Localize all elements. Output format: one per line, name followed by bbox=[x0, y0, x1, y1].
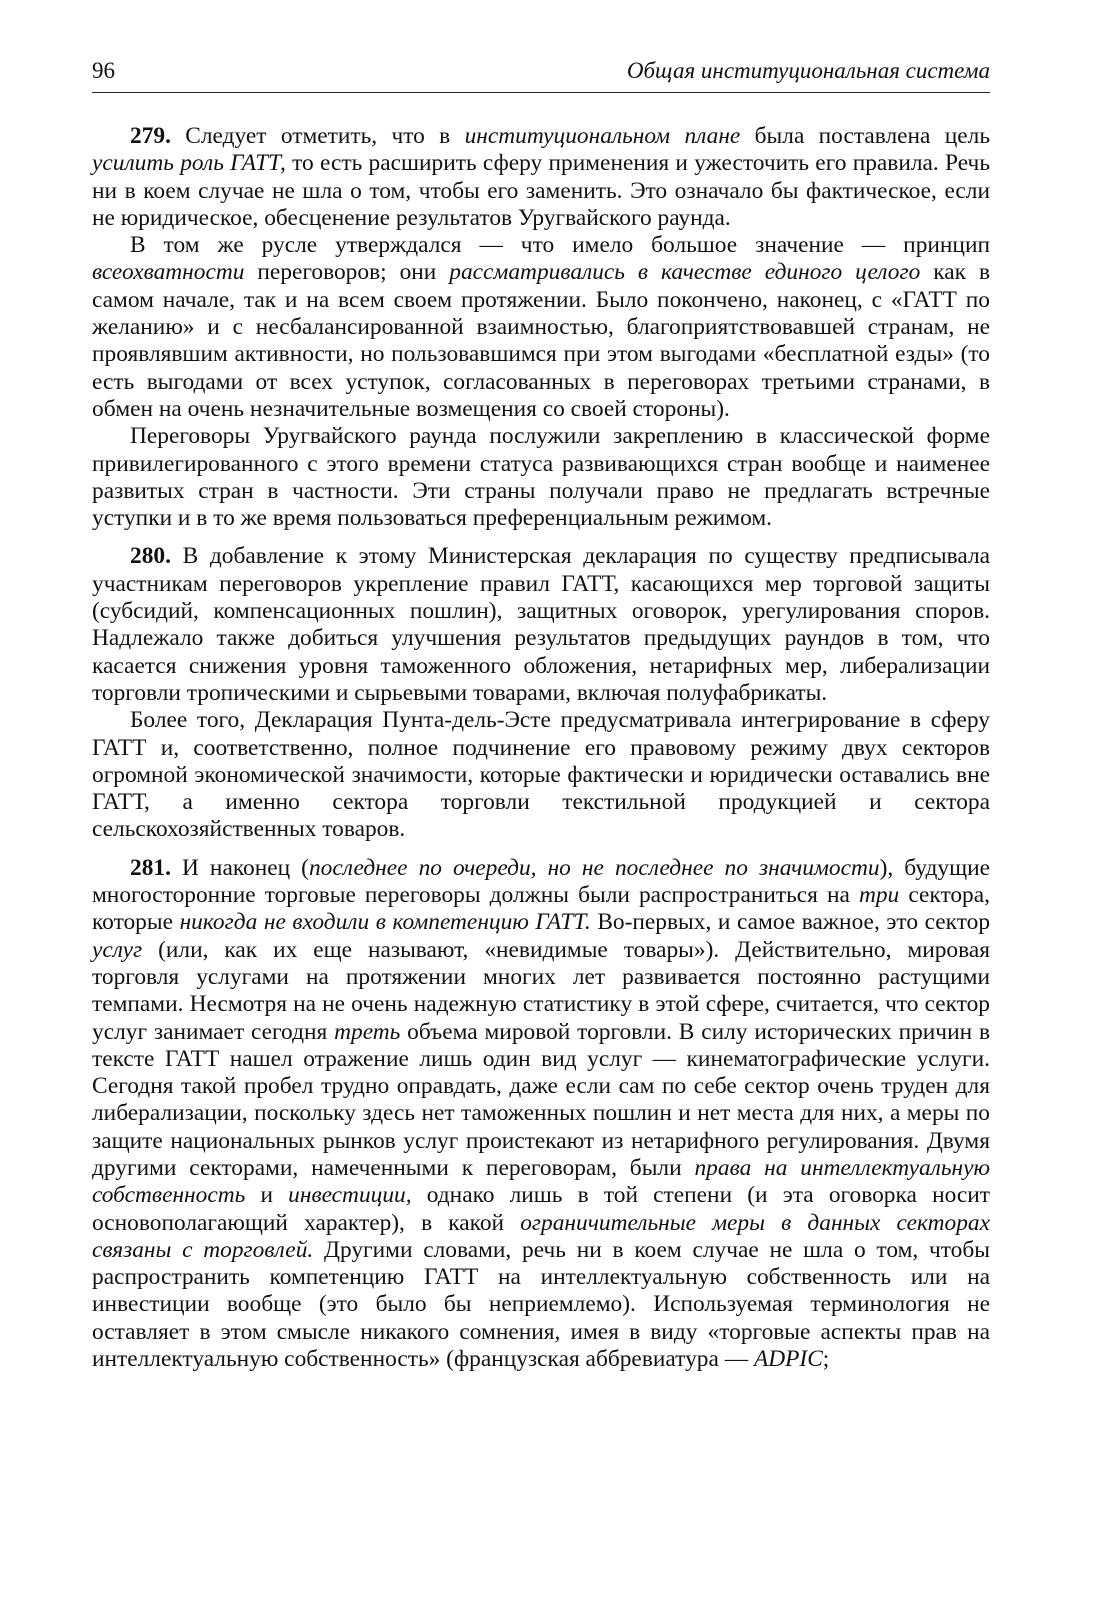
text-run: В добавление к этому Министерская декларация по существу предписывала участникам переговоров укрепление правил ГАТТ, касающихся мер торговой защиты (субсидий, компенсационных пошлин), защитных оговорок, урегулирования споров. Надлежало также добиться улучшения результатов предыдущих раундов в том, что касается снижения уровня таможенного обложения, нетарифных мер, либерализации торговли тропическими и сырьевыми товарами, включая полуфабрикаты. bbox=[92, 543, 990, 706]
text-run: (или, как их еще называют, «невидимые товары»). Действительно, мировая торговля услугами на протяжении многих лет развивается постоянно растущими темпами. Несмотря на не очень надежную статистику в этой сфере, считается, что сектор услуг занимает сегодня bbox=[92, 936, 990, 1045]
emphasis: институциональном плане bbox=[464, 123, 741, 149]
text-run: переговоров; они bbox=[244, 259, 450, 286]
page-number: 96 bbox=[92, 58, 115, 83]
emphasis: ограничительные меры в данных секторах связаны с торговлей. bbox=[92, 1209, 990, 1263]
section-number: 280. bbox=[130, 543, 171, 570]
text-run: И наконец ( bbox=[170, 854, 309, 881]
running-title: Общая институциональная система bbox=[626, 58, 990, 83]
text-run: была поставлена цель bbox=[740, 123, 991, 149]
emphasis: услуг bbox=[92, 936, 143, 963]
running-header bbox=[92, 56, 990, 93]
emphasis: инвестиции, bbox=[288, 1182, 412, 1209]
page-body bbox=[92, 123, 990, 1373]
paragraph bbox=[92, 423, 990, 532]
emphasis: права на интеллектуальную собственность bbox=[92, 1154, 990, 1209]
emphasis: ADPIC bbox=[753, 1346, 823, 1373]
paragraph-281 bbox=[92, 855, 990, 1374]
emphasis: три bbox=[858, 882, 900, 909]
emphasis: всеохватности bbox=[92, 259, 245, 286]
paragraph bbox=[92, 232, 990, 423]
text-run: и bbox=[245, 1182, 289, 1209]
emphasis: никогда не входили в компетенцию ГАТТ. bbox=[179, 909, 591, 936]
paragraph bbox=[92, 707, 990, 843]
text-run: то есть расширить сферу применения и ужесточить его правила. Речь ни в коем случае не шла о том, чтобы его заменить. Это означало бы фактическое, если не юридическое, обесценение результатов Уругвайского раунда. bbox=[92, 150, 990, 231]
text-run: Переговоры Уругвайского раунда послужили закреплению в классической форме привилегированного с этого времени статуса развивающихся стран вообще и наименее развитых стран в частности. Эти страны получали право не предлагать встречные уступки и в то же время пользоваться преференциальным режимом. bbox=[92, 423, 990, 532]
emphasis: рассматривались в качестве единого целого bbox=[449, 259, 921, 286]
emphasis: последнее по очереди, но не последнее по значимости bbox=[308, 854, 880, 881]
section-number: 279. bbox=[130, 123, 171, 149]
section-number: 281. bbox=[130, 854, 171, 881]
paragraph-280 bbox=[92, 543, 990, 707]
text-run: В том же русле утверждался — что имело большое значение — принцип bbox=[130, 232, 990, 259]
text-run: Следует отметить, что в bbox=[170, 123, 465, 149]
text-run: объема мировой торговли. В силу исторических причин в тексте ГАТТ нашел отражение лишь один вид услуг — кинематографические услуги. Сегодня такой пробел трудно оправдать, даже если сам по себе сектор очень труден для либерализации, поскольку здесь нет таможенных пошлин и нет места для них, а меры по защите национальных рынков услуг проистекают из нетарифного регулирования. Двумя другими секторами, намеченными к переговорам, были bbox=[92, 1018, 990, 1181]
emphasis: треть bbox=[334, 1018, 401, 1045]
page bbox=[92, 56, 990, 1373]
text-run: Другими словами, речь ни в коем случае не шла о том, чтобы распространить компетенцию ГАТТ на интеллектуальную собственность или на инвестиции вообще (это было бы неприемлемо). Используемая терминология не оставляет в этом смысле никакого сомнения, имея в виду «торговые аспекты прав на интеллектуальную собственность» (французская аббревиатура — bbox=[92, 1236, 990, 1373]
text-run: ; bbox=[822, 1346, 830, 1373]
text-run: однако лишь в той степени (и эта оговорка носит основополагающий характер), в какой bbox=[92, 1182, 990, 1236]
text-run: как в самом начале, так и на всем своем протяжении. Было покончено, наконец, с «ГАТТ по желанию» и с несбалансированной взаимностью, благоприятствовавшей странам, не проявлявшим активности, но пользовавшимся при этом выгодами «бесплатной езды» (то есть выгодами от всех уступок, согласованных в переговорах третьими странами, в обмен на очень незначительные возмещения со своей стороны). bbox=[92, 259, 990, 422]
text-run: Более того, Декларация Пунта-дель-Эсте предусматривала интегрирование в сферу ГАТТ и, соответственно, полное подчинение его правовому режиму двух секторов огромной экономической значимости, которые фактически и юридически оставались вне ГАТТ, а именно сектора торговли текстильной продукцией и сектора сельскохозяйственных товаров. bbox=[92, 707, 990, 843]
text-run: сектора, которые bbox=[92, 882, 990, 936]
emphasis: усилить роль ГАТТ, bbox=[92, 150, 286, 177]
text-run: Во-первых, и самое важное, это сектор bbox=[590, 909, 991, 936]
text-run: ), будущие многосторонние торговые переговоры должны были распространиться на bbox=[92, 854, 990, 909]
paragraph-279 bbox=[92, 123, 990, 232]
